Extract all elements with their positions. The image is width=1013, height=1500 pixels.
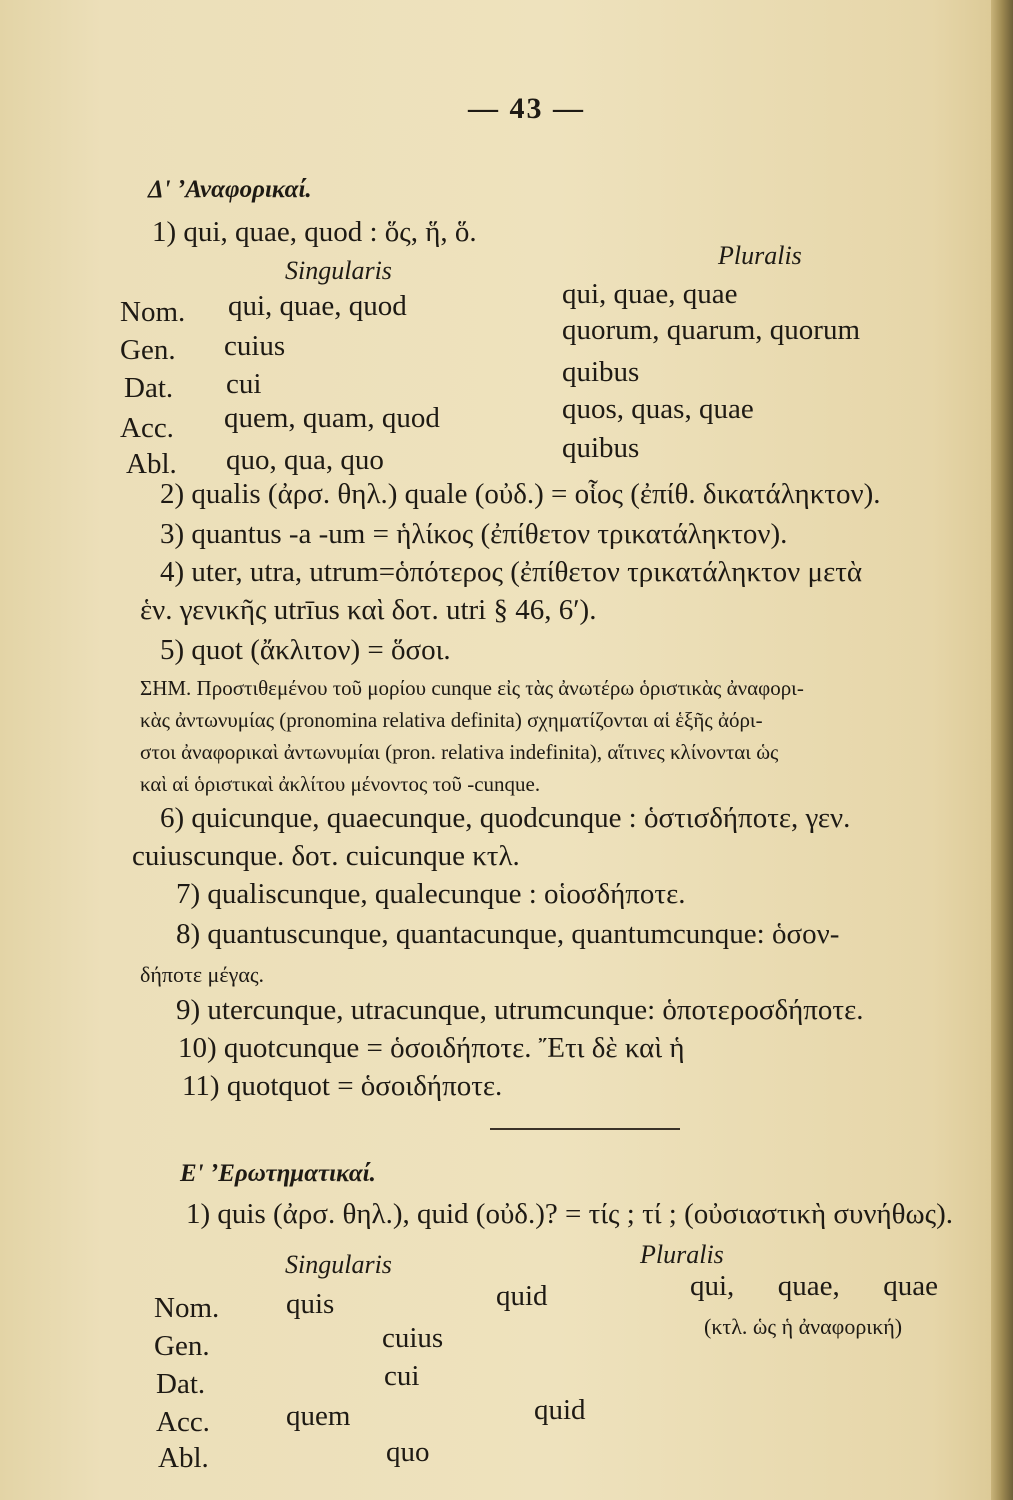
section-d-heading: Δʹ ʼΑναφορικαί. [148, 176, 312, 203]
table-d-singular-abl: quo, qua, quo [226, 444, 384, 476]
section-d-item-5: 5) quot (ἄκλιτον) = ὅσοι. [160, 634, 451, 666]
table-d-plural-gen: quorum, quarum, quorum [562, 314, 861, 346]
section-divider [490, 1128, 680, 1130]
table-e-case-abl: Abl. [158, 1442, 209, 1474]
section-d-item-6-line-1: 6) quicunque, quaecunque, quodcunque : ὁστισδήποτε, γεν. [160, 802, 851, 834]
section-d-singular-label: Singularis [285, 256, 392, 285]
table-e-plural-note: (κτλ. ὡς ἡ ἀναφορική) [704, 1314, 903, 1339]
table-d-case-acc: Acc. [120, 412, 174, 444]
table-e-dat: cui [384, 1360, 420, 1392]
section-d-item-8-line-2: δήποτε μέγας. [140, 962, 265, 987]
page-number: — 43 — [468, 92, 585, 125]
section-d-item-4-line-1: 4) uter, utra, utrum=ὁπότερος (ἐπίθετον τρικατάληκτον μετὰ [160, 556, 863, 588]
section-d-item-4-line-2: ἑν. γενικῆς utrīus καὶ δοτ. utri § 46, 6ʹ). [140, 594, 597, 626]
table-d-singular-gen: cuius [224, 330, 286, 362]
note-line-2: κὰς ἀντωνυμίας (pronomina relativa definita) σχηματίζονται αἱ ἑξῆς ἀόρι- [140, 708, 763, 732]
section-d-item-3: 3) quantus -a -um = ἡλίκος (ἐπίθετον τρικατάληκτον). [160, 518, 788, 550]
table-e-acc-masc: quem [286, 1400, 351, 1432]
table-d-case-abl: Abl. [126, 448, 177, 480]
section-d-item-8-line-1: 8) quantuscunque, quantacunque, quantumcunque: ὁσον- [176, 918, 840, 950]
section-d-item-7: 7) qualiscunque, qualecunque : οἱοσδήποτε. [176, 878, 686, 910]
table-e-abl: quo [386, 1436, 430, 1468]
table-d-singular-dat: cui [226, 368, 262, 400]
table-e-case-acc: Acc. [156, 1406, 210, 1438]
section-d-item-9: 9) utercunque, utracunque, utrumcunque: ὁποτεροσδήποτε. [176, 994, 864, 1026]
table-d-plural-abl: quibus [562, 432, 640, 464]
section-e-singular-label: Singularis [285, 1250, 392, 1279]
section-d-item-11: 11) quotquot = ὁσοιδήποτε. [182, 1070, 503, 1102]
table-e-acc-neut: quid [534, 1394, 586, 1426]
table-e-plural-forms: qui, quae, quae [690, 1270, 939, 1302]
section-d-item-10: 10) quotcunque = ὁσοιδήποτε. Ἔτι δὲ καὶ ἡ [178, 1032, 685, 1064]
section-d-item-2: 2) qualis (ἀρσ. θηλ.) quale (οὐδ.) = οἷος (ἐπίθ. δικατάληκτον). [160, 478, 881, 510]
table-e-case-nom: Nom. [154, 1292, 220, 1324]
note-line-4: καὶ αἱ ὁριστικαὶ ἀκλίτου μένοντος τοῦ -cunque. [140, 772, 541, 796]
section-e-heading: Εʹ ʼΕρωτηματικαί. [180, 1160, 376, 1187]
table-d-case-gen: Gen. [120, 334, 176, 366]
table-d-plural-nom: qui, quae, quae [562, 278, 738, 310]
table-e-gen: cuius [382, 1322, 444, 1354]
table-d-case-nom: Nom. [120, 296, 186, 328]
section-e-plural-label: Pluralis [640, 1240, 724, 1269]
table-d-singular-nom: qui, quae, quod [228, 290, 407, 322]
table-e-nom-neut: quid [496, 1280, 548, 1312]
section-d-plural-label: Pluralis [718, 241, 802, 270]
note-line-1: ΣΗΜ. Προστιθεμένου τοῦ μορίου cunque εἰς τὰς ἀνωτέρω ὁριστικὰς ἀναφορι- [140, 676, 804, 700]
table-d-plural-acc: quos, quas, quae [562, 393, 754, 425]
table-e-case-gen: Gen. [154, 1330, 210, 1362]
table-e-case-dat: Dat. [156, 1368, 206, 1400]
section-d-item-6-line-2: cuiuscunque. δοτ. cuicunque κτλ. [132, 840, 520, 872]
table-d-singular-acc: quem, quam, quod [224, 402, 440, 434]
table-d-plural-dat: quibus [562, 356, 640, 388]
page-binding-edge [991, 0, 1013, 1500]
section-e-item-1: 1) quis (ἀρσ. θηλ.), quid (οὐδ.)? = τίς ; τί ; (οὐσιαστικὴ συνήθως). [186, 1198, 954, 1230]
table-d-case-dat: Dat. [124, 372, 174, 404]
note-line-3: στοι ἀναφορικαὶ ἀντωνυμίαι (pron. relativa indefinita), αἵτινες κλίνονται ὡς [140, 740, 779, 764]
table-e-nom-masc: quis [286, 1288, 335, 1320]
section-d-item-1: 1) qui, quae, quod : ὅς, ἥ, ὅ. [152, 216, 477, 248]
